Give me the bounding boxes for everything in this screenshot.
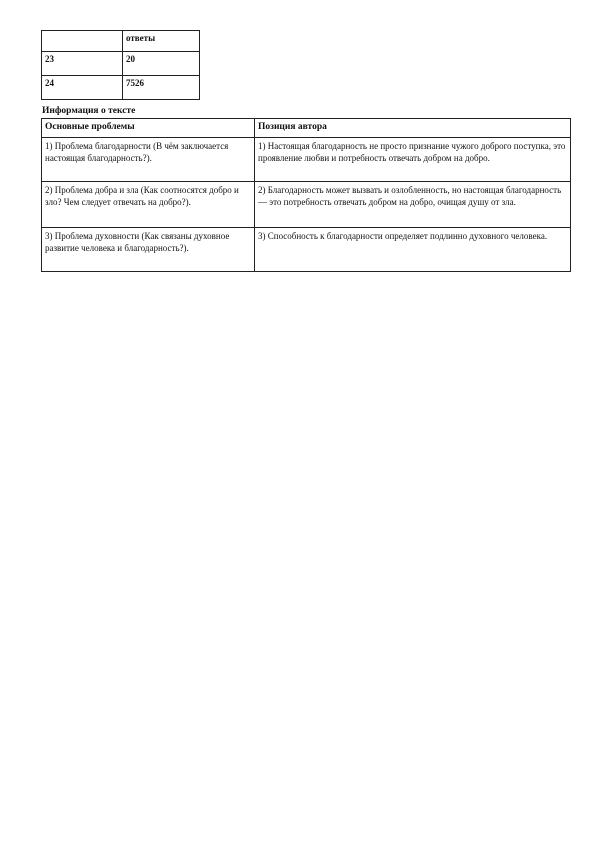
info-section-title: Информация о тексте — [42, 106, 136, 116]
answers-cell: 23 — [42, 52, 123, 76]
answers-cell: 20 — [123, 52, 200, 76]
answers-table — [41, 30, 200, 100]
info-table — [41, 118, 571, 272]
answers-header-row — [42, 31, 200, 52]
position-cell: 3) Способность к благодарности определяет подлинно духовного человека. — [255, 228, 571, 272]
table-row — [42, 182, 571, 228]
answers-cell: 7526 — [123, 76, 200, 100]
info-header-row — [42, 119, 571, 138]
table-row — [42, 138, 571, 182]
answers-row — [42, 52, 200, 76]
problem-cell: 1) Проблема благодарности (В чём заключается настоящая благодарность?). — [42, 138, 255, 182]
answers-row — [42, 76, 200, 100]
problem-cell: 3) Проблема духовности (Как связаны духовное развитие человека и благодарность?). — [42, 228, 255, 272]
author-position-column-header: Позиция автора — [255, 119, 571, 138]
position-cell: 1) Настоящая благодарность не просто признание чужого доброго поступка, это проявление любви и потребность отвечать добром на добро. — [255, 138, 571, 182]
problem-cell: 2) Проблема добра и зла (Как соотносятся добро и зло? Чем следует отвечать на добро?). — [42, 182, 255, 228]
answers-header-cell — [42, 31, 123, 52]
answers-cell: 24 — [42, 76, 123, 100]
position-cell: 2) Благодарность может вызвать и озлобленность, но настоящая благодарность — это потребность отвечать добром на добро, очищая душу от зла. — [255, 182, 571, 228]
problems-column-header: Основные проблемы — [42, 119, 255, 138]
answers-header-cell: ответы — [123, 31, 200, 52]
table-row — [42, 228, 571, 272]
